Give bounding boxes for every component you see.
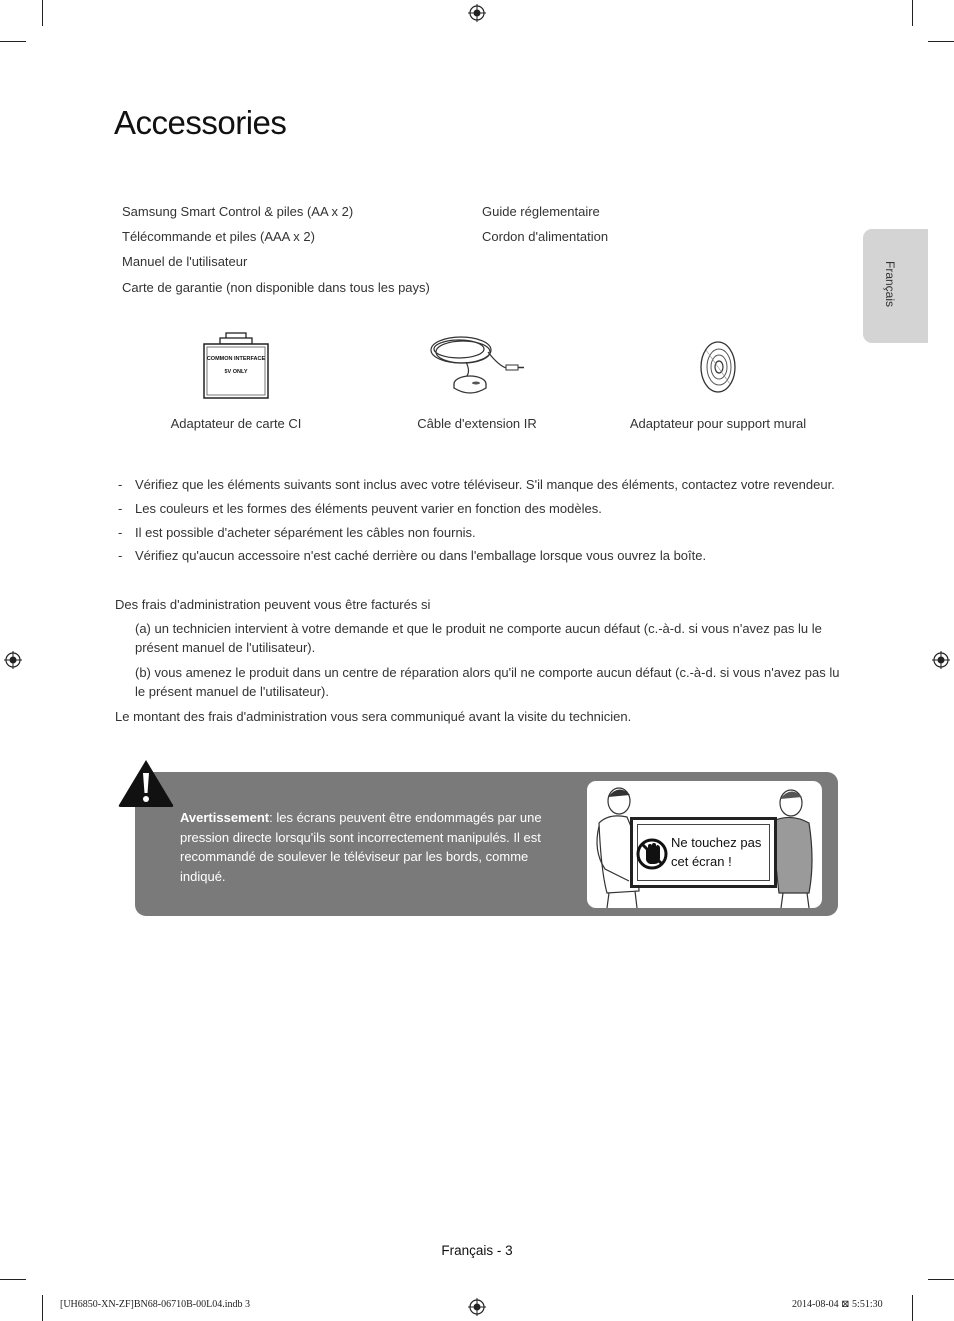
crop-mark xyxy=(42,0,43,26)
crop-mark xyxy=(928,1279,954,1280)
warning-body: : les écrans peuvent être endommagés par une pression directe lorsqu'ils sont incorrectement manipulés. Il est recommandé de soulever le téléviseur par les bords, comme indiqué. xyxy=(180,810,542,884)
registration-mark-icon xyxy=(468,1298,486,1316)
ir-cable-caption: Câble d'extension IR xyxy=(417,416,537,431)
wall-mount-adapter-image xyxy=(698,340,738,394)
note-item: - Vérifiez que les éléments suivants sont inclus avec votre téléviseur. S'il manque des éléments, contactez votre revendeur. xyxy=(118,477,835,492)
registration-mark-icon xyxy=(468,4,486,22)
crop-mark xyxy=(928,41,954,42)
registration-mark-icon xyxy=(4,651,22,669)
crop-mark xyxy=(912,1295,913,1321)
accessory-item: Manuel de l'utilisateur xyxy=(122,254,248,269)
admin-case-a: (a) un technicien intervient à votre demande et que le produit ne comporte aucun défaut (c.-à-d. si vous n'avez pas lu le présent manuel de l'utilisateur). xyxy=(135,621,822,655)
note-item: - Les couleurs et les formes des éléments peuvent varier en fonction des modèles. xyxy=(118,501,602,516)
admin-outro: Le montant des frais d'administration vous sera communiqué avant la visite du technicien. xyxy=(115,709,632,724)
crop-mark xyxy=(912,0,913,26)
accessory-item: Télécommande et piles (AAA x 2) xyxy=(122,229,315,244)
print-file-info: [UH6850-XN-ZF]BN68-06710B-00L04.indb 3 xyxy=(60,1299,250,1310)
registration-mark-icon xyxy=(932,651,950,669)
no-touch-hand-icon xyxy=(636,838,668,870)
ci-label-line1: COMMON INTERFACE xyxy=(206,356,266,362)
crop-mark xyxy=(42,1295,43,1321)
accessory-item: Carte de garantie (non disponible dans tous les pays) xyxy=(122,280,430,295)
crop-mark xyxy=(0,41,26,42)
admin-intro: Des frais d'administration peuvent vous être facturés si xyxy=(115,597,431,612)
language-tab xyxy=(863,229,928,343)
crop-mark xyxy=(0,1279,26,1280)
ci-adapter-caption: Adaptateur de carte CI xyxy=(170,416,302,431)
admin-case-b: (b) vous amenez le produit dans un centre de réparation alors qu'il ne comporte aucun défaut (c.-à-d. si vous n'avez pas lu le présent manuel de l'utilisateur). xyxy=(135,665,840,699)
tv-warning-line1: Ne touchez pas xyxy=(671,835,762,850)
accessory-item: Guide réglementaire xyxy=(482,204,600,219)
ci-card-adapter-image xyxy=(200,332,272,400)
page-title: Accessories xyxy=(114,104,287,141)
tv-warning-text xyxy=(671,833,761,871)
warning-text xyxy=(180,808,560,886)
note-item: - Il est possible d'acheter séparément les câbles non fournis. xyxy=(118,525,476,540)
ci-label-line2: 5V ONLY xyxy=(224,369,248,375)
language-tab-label: Français xyxy=(883,261,897,308)
ir-cable-image xyxy=(426,330,526,400)
accessory-item: Cordon d'alimentation xyxy=(482,229,609,244)
note-item: - Vérifiez qu'aucun accessoire n'est caché derrière ou dans l'emballage lorsque vous ouvrez la boîte. xyxy=(118,548,707,563)
tv-warning-line2: cet écran ! xyxy=(671,854,732,869)
warning-label: Avertissement xyxy=(180,810,270,825)
print-date-info: 2014-08-04 ⊠ 5:51:30 xyxy=(792,1299,883,1310)
wall-adapter-caption: Adaptateur pour support mural xyxy=(629,416,807,431)
page-number: Français - 3 xyxy=(441,1243,513,1258)
warning-triangle-icon xyxy=(117,758,175,808)
accessory-item: Samsung Smart Control & piles (AA x 2) xyxy=(122,204,354,219)
